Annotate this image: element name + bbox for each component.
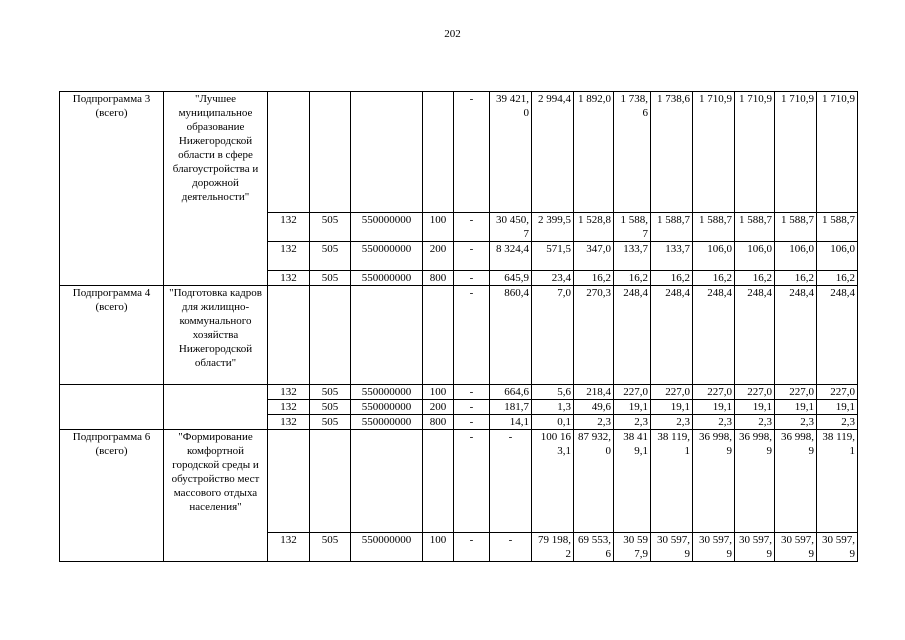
value-cell: 14,1 bbox=[490, 415, 532, 430]
value-cell: 30 597,9 bbox=[693, 533, 735, 562]
value-cell: 227,0 bbox=[693, 385, 735, 400]
value-cell: 7,0 bbox=[532, 286, 574, 385]
program-name-cell: Подпрограмма 4 (всего) bbox=[60, 286, 164, 385]
value-cell: 106,0 bbox=[735, 242, 775, 271]
value-cell: 1 588,7 bbox=[614, 213, 651, 242]
program-description-cell: "Подготовка кадров для жилищно-коммунального хозяйства Нижегородской области" bbox=[164, 286, 268, 385]
value-cell: 1 710,9 bbox=[693, 92, 735, 213]
dash-cell: - bbox=[454, 213, 490, 242]
code-cell bbox=[268, 430, 310, 533]
value-cell: 227,0 bbox=[817, 385, 858, 400]
code-cell: 100 bbox=[423, 385, 454, 400]
empty-cell bbox=[164, 385, 268, 430]
value-cell: 38 119,1 bbox=[651, 430, 693, 533]
value-cell: 227,0 bbox=[651, 385, 693, 400]
value-cell: 106,0 bbox=[775, 242, 817, 271]
value-cell: 270,3 bbox=[574, 286, 614, 385]
value-cell: 19,1 bbox=[775, 400, 817, 415]
program-name-cell: Подпрограмма 3 (всего) bbox=[60, 92, 164, 286]
value-cell: 0,1 bbox=[532, 415, 574, 430]
value-cell: 248,4 bbox=[614, 286, 651, 385]
value-cell: 49,6 bbox=[574, 400, 614, 415]
dash-cell: - bbox=[454, 400, 490, 415]
value-cell: 227,0 bbox=[775, 385, 817, 400]
value-cell: 5,6 bbox=[532, 385, 574, 400]
code-cell: 132 bbox=[268, 385, 310, 400]
code-cell: 132 bbox=[268, 213, 310, 242]
value-cell: 69 553,6 bbox=[574, 533, 614, 562]
program-total-row bbox=[60, 430, 858, 533]
code-cell: 505 bbox=[310, 213, 351, 242]
value-cell: 39 421,0 bbox=[490, 92, 532, 213]
value-cell: 19,1 bbox=[651, 400, 693, 415]
code-cell: 800 bbox=[423, 271, 454, 286]
page-number: 202 bbox=[444, 28, 461, 40]
code-cell: 505 bbox=[310, 400, 351, 415]
value-cell: 19,1 bbox=[817, 400, 858, 415]
budget-table bbox=[59, 91, 858, 562]
value-cell: 16,2 bbox=[817, 271, 858, 286]
value-cell: 181,7 bbox=[490, 400, 532, 415]
code-cell: 132 bbox=[268, 533, 310, 562]
value-cell: 664,6 bbox=[490, 385, 532, 400]
code-cell bbox=[423, 92, 454, 213]
code-cell bbox=[310, 430, 351, 533]
value-cell: 8 324,4 bbox=[490, 242, 532, 271]
value-cell: 16,2 bbox=[693, 271, 735, 286]
value-cell: 1 588,7 bbox=[817, 213, 858, 242]
value-cell: 2 399,5 bbox=[532, 213, 574, 242]
dash-cell: - bbox=[454, 92, 490, 213]
dash-cell: - bbox=[454, 415, 490, 430]
program-total-row bbox=[60, 92, 858, 213]
code-cell: 505 bbox=[310, 242, 351, 271]
value-cell: 38 419,1 bbox=[614, 430, 651, 533]
code-cell: 550000000 bbox=[351, 415, 423, 430]
code-cell: 550000000 bbox=[351, 533, 423, 562]
code-cell: 550000000 bbox=[351, 271, 423, 286]
code-cell: 200 bbox=[423, 242, 454, 271]
code-cell: 505 bbox=[310, 385, 351, 400]
program-description-cell: "Лучшее муниципальное образование Нижегородской области в сфере благоустройства и дорожной деятельности" bbox=[164, 92, 268, 286]
value-cell: 2,3 bbox=[574, 415, 614, 430]
value-cell: 2,3 bbox=[651, 415, 693, 430]
dash-cell: - bbox=[454, 271, 490, 286]
value-cell: 133,7 bbox=[651, 242, 693, 271]
value-cell: 30 597,9 bbox=[735, 533, 775, 562]
value-cell: 30 450,7 bbox=[490, 213, 532, 242]
value-cell: 38 119,1 bbox=[817, 430, 858, 533]
value-cell: 1 892,0 bbox=[574, 92, 614, 213]
dash-cell: - bbox=[454, 533, 490, 562]
value-cell: 860,4 bbox=[490, 286, 532, 385]
value-cell: 79 198,2 bbox=[532, 533, 574, 562]
dash-cell: - bbox=[454, 286, 490, 385]
value-cell: 2,3 bbox=[693, 415, 735, 430]
code-cell bbox=[351, 430, 423, 533]
value-cell: 248,4 bbox=[775, 286, 817, 385]
value-cell: 16,2 bbox=[574, 271, 614, 286]
value-cell: 1 738,6 bbox=[614, 92, 651, 213]
value-cell: 19,1 bbox=[614, 400, 651, 415]
value-cell: 133,7 bbox=[614, 242, 651, 271]
code-cell bbox=[268, 92, 310, 213]
value-cell: 2,3 bbox=[817, 415, 858, 430]
value-cell: 2,3 bbox=[735, 415, 775, 430]
value-cell: 227,0 bbox=[614, 385, 651, 400]
value-cell: 1 738,6 bbox=[651, 92, 693, 213]
value-cell: 23,4 bbox=[532, 271, 574, 286]
value-cell: 36 998,9 bbox=[735, 430, 775, 533]
value-cell: 1 528,8 bbox=[574, 213, 614, 242]
value-cell: 16,2 bbox=[614, 271, 651, 286]
code-cell: 132 bbox=[268, 415, 310, 430]
value-cell: 248,4 bbox=[817, 286, 858, 385]
code-cell: 800 bbox=[423, 415, 454, 430]
value-cell: 2 994,4 bbox=[532, 92, 574, 213]
value-cell: 2,3 bbox=[775, 415, 817, 430]
value-cell: 347,0 bbox=[574, 242, 614, 271]
code-cell bbox=[351, 286, 423, 385]
value-cell: 30 597,9 bbox=[614, 533, 651, 562]
value-cell: 30 597,9 bbox=[775, 533, 817, 562]
code-cell bbox=[310, 286, 351, 385]
code-cell bbox=[351, 92, 423, 213]
value-cell: 106,0 bbox=[693, 242, 735, 271]
code-cell: 100 bbox=[423, 533, 454, 562]
value-cell: 248,4 bbox=[651, 286, 693, 385]
value-cell: 16,2 bbox=[735, 271, 775, 286]
value-cell: 248,4 bbox=[693, 286, 735, 385]
program-total-row bbox=[60, 286, 858, 385]
dash-cell: - bbox=[454, 430, 490, 533]
code-cell bbox=[268, 286, 310, 385]
value-cell: 19,1 bbox=[735, 400, 775, 415]
value-cell: 248,4 bbox=[735, 286, 775, 385]
code-cell: 550000000 bbox=[351, 242, 423, 271]
code-cell bbox=[423, 430, 454, 533]
value-cell: 571,5 bbox=[532, 242, 574, 271]
value-cell: 1 588,7 bbox=[735, 213, 775, 242]
program-name-cell: Подпрограмма 6 (всего) bbox=[60, 430, 164, 562]
value-cell: 645,9 bbox=[490, 271, 532, 286]
empty-cell bbox=[60, 385, 164, 430]
value-cell: 1 588,7 bbox=[775, 213, 817, 242]
value-cell: 106,0 bbox=[817, 242, 858, 271]
value-cell: 1 710,9 bbox=[775, 92, 817, 213]
value-cell: 30 597,9 bbox=[817, 533, 858, 562]
dash-cell: - bbox=[454, 385, 490, 400]
code-cell: 505 bbox=[310, 271, 351, 286]
code-cell bbox=[310, 92, 351, 213]
detail-row bbox=[60, 385, 858, 400]
value-cell: 16,2 bbox=[651, 271, 693, 286]
value-cell: 1,3 bbox=[532, 400, 574, 415]
program-description-cell: "Формирование комфортной городской среды и обустройство мест массового отдыха населения" bbox=[164, 430, 268, 562]
code-cell: 550000000 bbox=[351, 400, 423, 415]
value-cell: 30 597,9 bbox=[651, 533, 693, 562]
code-cell: 505 bbox=[310, 415, 351, 430]
value-cell: 1 710,9 bbox=[817, 92, 858, 213]
code-cell: 200 bbox=[423, 400, 454, 415]
code-cell: 132 bbox=[268, 242, 310, 271]
value-cell: 87 932,0 bbox=[574, 430, 614, 533]
code-cell: 550000000 bbox=[351, 385, 423, 400]
value-cell: 227,0 bbox=[735, 385, 775, 400]
value-cell: 1 588,7 bbox=[693, 213, 735, 242]
value-cell: 1 710,9 bbox=[735, 92, 775, 213]
value-cell: 2,3 bbox=[614, 415, 651, 430]
dash-cell: - bbox=[490, 430, 532, 533]
code-cell: 100 bbox=[423, 213, 454, 242]
code-cell: 550000000 bbox=[351, 213, 423, 242]
code-cell: 132 bbox=[268, 271, 310, 286]
value-cell: 218,4 bbox=[574, 385, 614, 400]
value-cell: 16,2 bbox=[775, 271, 817, 286]
code-cell bbox=[423, 286, 454, 385]
value-cell: 1 588,7 bbox=[651, 213, 693, 242]
code-cell: 505 bbox=[310, 533, 351, 562]
code-cell: 132 bbox=[268, 400, 310, 415]
value-cell: 19,1 bbox=[693, 400, 735, 415]
dash-cell: - bbox=[490, 533, 532, 562]
value-cell: 36 998,9 bbox=[775, 430, 817, 533]
value-cell: 36 998,9 bbox=[693, 430, 735, 533]
dash-cell: - bbox=[454, 242, 490, 271]
value-cell: 100 163,1 bbox=[532, 430, 574, 533]
